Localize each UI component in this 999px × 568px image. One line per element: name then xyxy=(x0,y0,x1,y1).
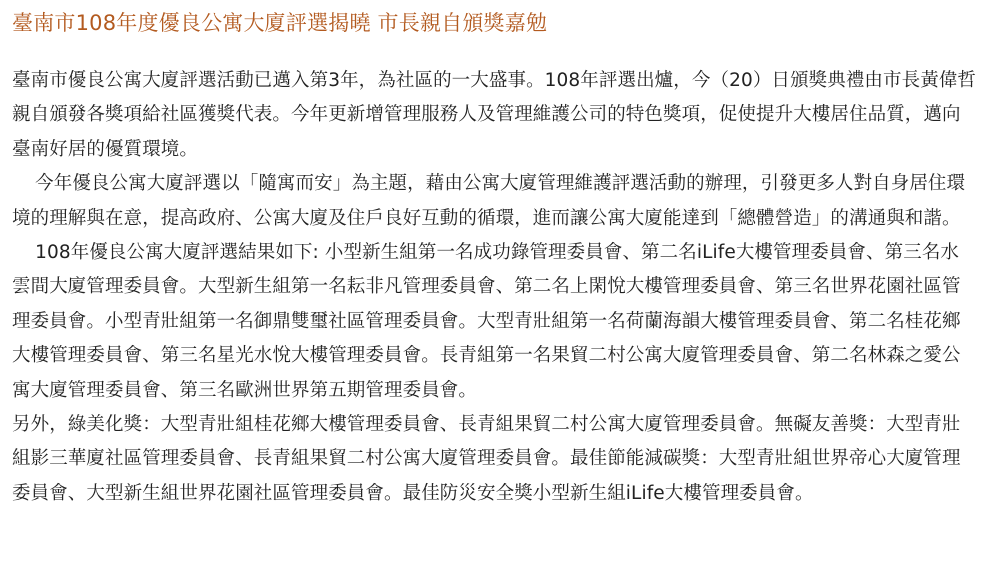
paragraph-special-awards: 另外，綠美化獎：大型青壯組桂花鄉大樓管理委員會、長青組果貿二村公寓大廈管理委員會。無礙友善獎：大型青壯組影三華廈社區管理委員會、長青組果貿二村公寓大廈管理委員會。最佳節能減碳獎：大型青壯組世界帝心大廈管理委員會、大型新生組世界花園社區管理委員會。最佳防災安全獎小型新生組iLife大樓管理委員會。 xyxy=(12,414,961,504)
article-title: 臺南市108年度優良公寓大廈評選揭曉 市長親自頒獎嘉勉 xyxy=(12,11,548,35)
article-body xyxy=(12,64,977,511)
paragraph-results: 108年優良公寓大廈評選結果如下: 小型新生組第一名成功錄管理委員會、第二名iLife大樓管理委員會、第三名水雲間大廈管理委員會。大型新生組第一名耘非凡管理委員會、第二名上閑悅大樓管理委員會、第三名世界花園社區管理委員會。小型青壯組第一名御鼎雙璽社區管理委員會。大型青壯組第一名荷蘭海韻大樓管理委員會、第二名桂花鄉大樓管理委員會、第三名星光水悅大樓管理委員會。長青組第一名果貿二村公寓大廈管理委員會、第二名林森之愛公寓大廈管理委員會、第三名歐洲世界第五期管理委員會。 xyxy=(12,242,961,401)
paragraph-theme: 今年優良公寓大廈評選以「隨寓而安」為主題，藉由公寓大廈管理維護評選活動的辦理，引發更多人對自身居住環境的理解與在意，提高政府、公寓大廈及住戶良好互動的循環，進而讓公寓大廈能達到「總體營造」的溝通與和諧。 xyxy=(12,173,966,229)
title-spacing xyxy=(12,36,977,64)
paragraph-intro: 臺南市優良公寓大廈評選活動已邁入第3年，為社區的一大盛事。108年評選出爐，今（20）日頒獎典禮由市長黃偉哲親自頒發各獎項給社區獲獎代表。今年更新增管理服務人及管理維護公司的特色獎項，促使提升大樓居住品質，邁向臺南好居的優質環境。 xyxy=(12,70,977,160)
